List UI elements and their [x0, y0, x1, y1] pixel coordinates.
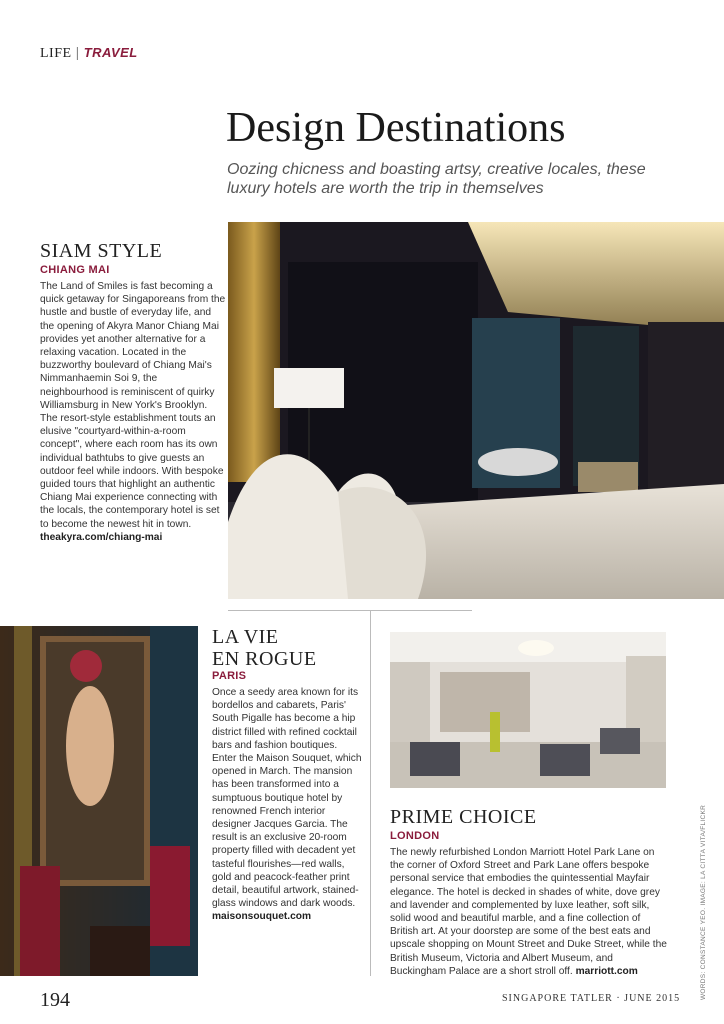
prime-body-text: The newly refurbished London Marriott Hotel Park Lane on the corner of Oxford Street and Park Lane offers bespoke personal service that embodies the quintessential Mayfair elegance. The hotel is decked in shades of white, dove grey and lavender and complemented by luxe leather, soft silk, solid wood and beautiful marble, and a fine collection of British art. At your doorstep are some of the best eats and upscale shopping on Mount Street and Duke Street, while the British Museum, Victoria and Albert Museum, and Buckingham Palace are a short stroll off.: [390, 847, 667, 977]
section-separator: |: [75, 44, 80, 60]
page-number: 194: [40, 989, 70, 1011]
prime-body: [390, 846, 670, 978]
magazine-footer: SINGAPORE TATLER · JUNE 2015: [502, 993, 681, 1004]
section-divider: [228, 610, 472, 611]
prime-link[interactable]: marriott.com: [575, 965, 638, 977]
photo-credit-text: WORDS: CONSTANCE YEO. IMAGE: LA CITTA VITA/FLICKR: [700, 804, 707, 1000]
lavie-body: [212, 686, 362, 924]
siam-link[interactable]: theakyra.com/chiang-mai: [40, 531, 163, 543]
lavie-body-text: Once a seedy area known for its bordellos and cabarets, Paris' South Pigalle has become a hip district filled with refined cocktail bars and fashion boutiques. Enter the Maison Souquet, which opened in March. The mansion has been transformed into a sumptuous boutique hotel by renowned French interior designer Jacques Garcia. The result is an exclusive 20-room property filled with decadent yet tasteful flourishes—red walls, gold and peacock-feather print detail, beautiful artwork, stained-glass windows and dark woods.: [212, 687, 362, 910]
lavie-heading-line1: LA VIE: [212, 626, 279, 648]
lobby-photo: [390, 632, 666, 788]
painting-photo: [0, 626, 198, 976]
painting-illustration: [0, 626, 198, 976]
page-title: Design Destinations: [226, 105, 566, 151]
prime-location: LONDON: [390, 830, 440, 842]
photo-credit: [700, 730, 714, 1000]
prime-heading: PRIME CHOICE: [390, 806, 537, 828]
siam-body: [40, 280, 226, 544]
lavie-link[interactable]: maisonsouquet.com: [212, 911, 312, 923]
lobby-illustration: [390, 632, 666, 788]
siam-body-text: The Land of Smiles is fast becoming a quick getaway for Singaporeans from the hustle and bustle of everyday life, and the opening of Akyra Manor Chiang Mai provides yet another alternative for a relaxing vacation. Located in the buzzworthy boulevard of Chiang Mai's Nimmanhaemin Soi 9, the neighbourhood is reminiscent of quirky Williamsburg in New York's Brooklyn. The resort-style establishment touts an elusive "courtyard-within-a-room concept", where each room has its own individual bathtubs to give guests an outdoor feel while indoors. With bespoke guided tours that highlight an authentic Chiang Mai experience connecting with the locals, the contemporary hotel is set to become the newest hit in town.: [40, 281, 226, 530]
bedroom-illustration: [228, 222, 724, 599]
section-name: LIFE: [40, 46, 72, 61]
siam-location: CHIANG MAI: [40, 264, 110, 276]
bedroom-photo: [228, 222, 724, 599]
section-label: [40, 44, 138, 62]
page-subtitle: Oozing chicness and boasting artsy, creative locales, these luxury hotels are worth the trip in themselves: [227, 161, 646, 197]
column-divider: [370, 610, 371, 976]
lavie-heading-line2: EN ROGUE: [212, 648, 317, 670]
siam-heading: SIAM STYLE: [40, 240, 163, 262]
lavie-location: PARIS: [212, 670, 247, 682]
lavie-heading: [212, 626, 317, 670]
subsection-name: TRAVEL: [83, 45, 138, 60]
